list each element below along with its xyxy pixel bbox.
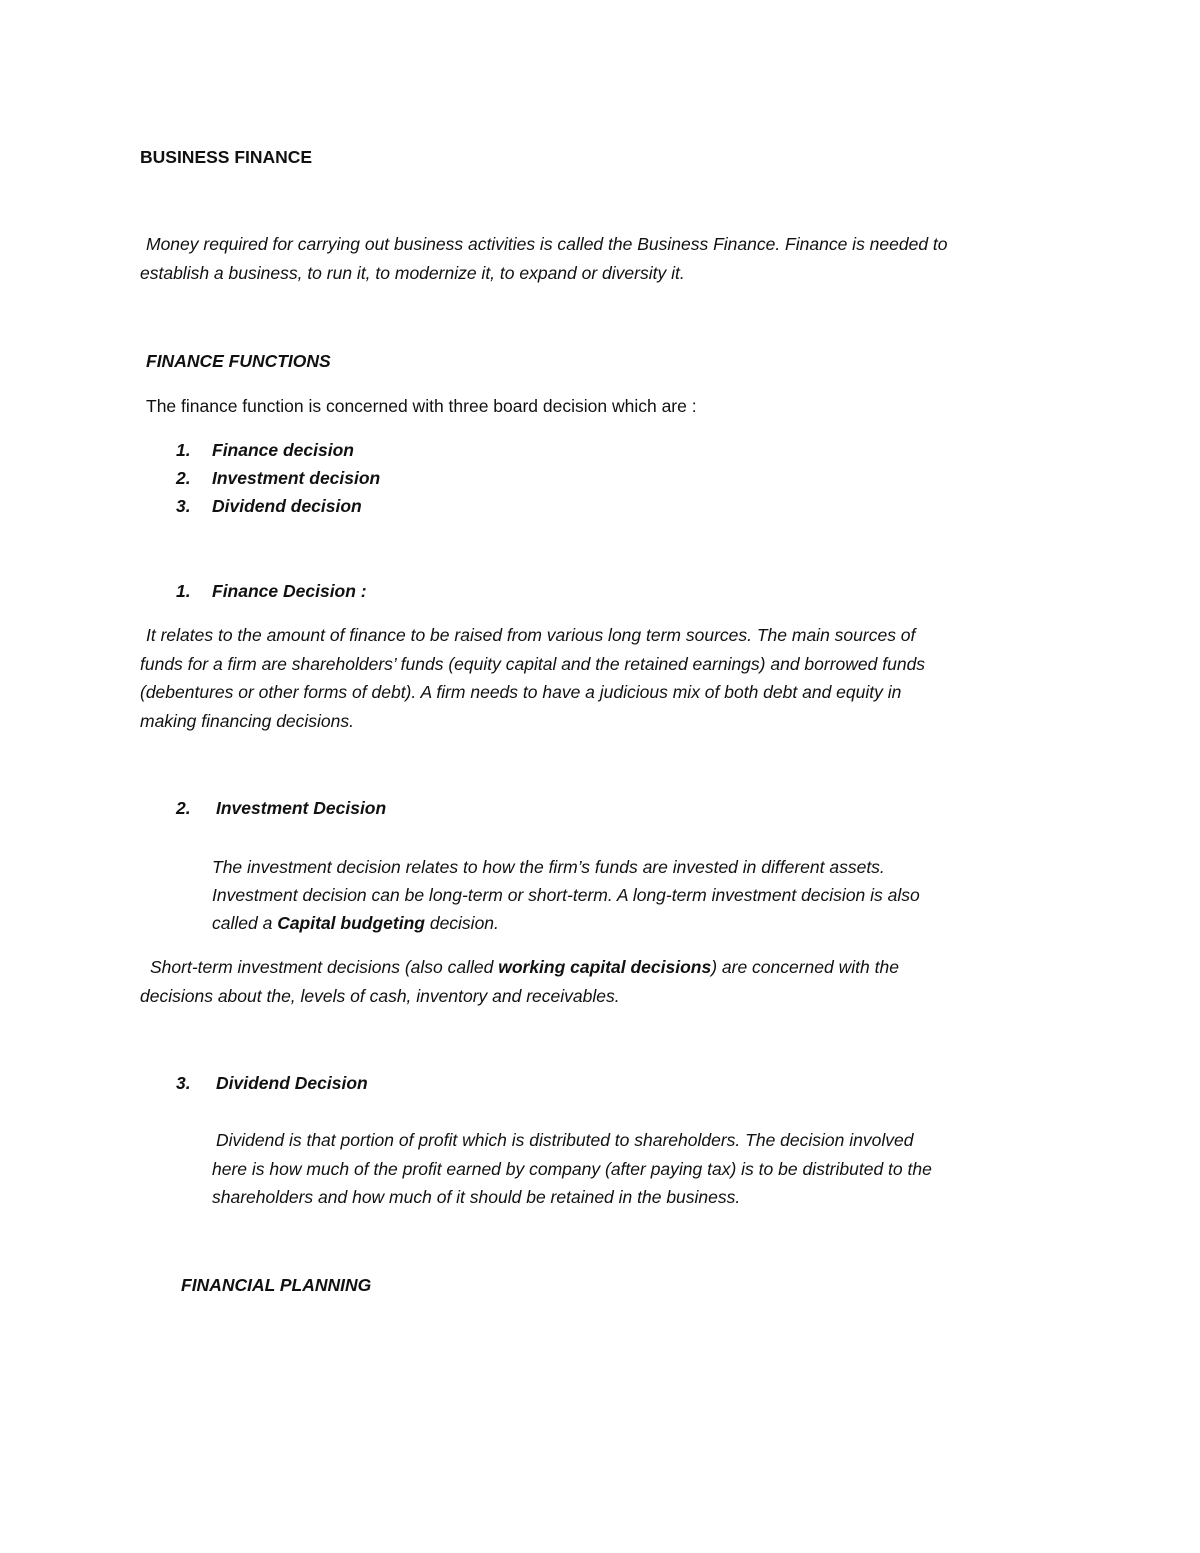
finance-decision-heading (176, 577, 367, 605)
short-term-pre: Short-term investment decisions (also called (150, 957, 499, 977)
section-number: 2. (176, 798, 191, 818)
dividend-decision-line: Dividend is that portion of profit which is distributed to shareholders. The decision involved (216, 1130, 914, 1150)
finance-functions-heading: FINANCE FUNCTIONS (146, 351, 331, 371)
list-item-label: Finance decision (212, 440, 354, 460)
capital-budgeting-term: Capital budgeting (277, 913, 425, 933)
finance-decision-line: funds for a firm are shareholders’ funds (equity capital and the retained earnings) and borrowed funds (140, 654, 926, 674)
investment-decision-heading (176, 794, 386, 822)
finance-functions-lead: The finance function is concerned with three board decision which are : (146, 396, 697, 416)
list-item-number: 2. (176, 468, 191, 488)
financial-planning-heading: FINANCIAL PLANNING (181, 1275, 372, 1295)
short-term-line-2: decisions about the, levels of cash, inventory and receivables. (140, 986, 620, 1006)
capital-budgeting-pre: called a (212, 913, 278, 933)
list-item (176, 436, 354, 464)
short-term-line-1 (150, 953, 899, 981)
working-capital-term: working capital decisions (498, 957, 712, 977)
investment-decision-line-2: Investment decision can be long-term or short-term. A long-term investment decision is also (212, 885, 920, 905)
short-term-post: ) are concerned with the (711, 957, 899, 977)
finance-decision-line: making financing decisions. (140, 711, 355, 731)
investment-decision-line-3 (212, 909, 499, 937)
investment-decision-line-1: The investment decision relates to how the firm’s funds are invested in different assets. (212, 857, 885, 877)
section-number: 1. (176, 581, 191, 601)
list-item-number: 1. (176, 440, 191, 460)
finance-decision-line: (debentures or other forms of debt). A firm needs to have a judicious mix of both debt and equity in (140, 682, 902, 702)
document-title: BUSINESS FINANCE (140, 147, 313, 167)
section-number: 3. (176, 1073, 191, 1093)
finance-decision-line: It relates to the amount of finance to be raised from various long term sources. The main sources of (146, 625, 916, 645)
list-item (176, 492, 362, 520)
intro-line-2: establish a business, to run it, to modernize it, to expand or diversity it. (140, 263, 685, 283)
dividend-decision-line: shareholders and how much of it should be retained in the business. (212, 1187, 741, 1207)
list-item-label: Investment decision (212, 468, 381, 488)
intro-line-1: Money required for carrying out business activities is called the Business Finance. Finance is needed to (146, 234, 948, 254)
section-title: Dividend Decision (216, 1073, 368, 1093)
dividend-decision-heading (176, 1069, 368, 1097)
list-item (176, 464, 380, 492)
list-item-number: 3. (176, 496, 191, 516)
section-title: Investment Decision (216, 798, 387, 818)
capital-budgeting-post: decision. (424, 913, 499, 933)
list-item-label: Dividend decision (212, 496, 362, 516)
section-title: Finance Decision : (212, 581, 367, 601)
dividend-decision-line: here is how much of the profit earned by company (after paying tax) is to be distributed to the (212, 1159, 932, 1179)
